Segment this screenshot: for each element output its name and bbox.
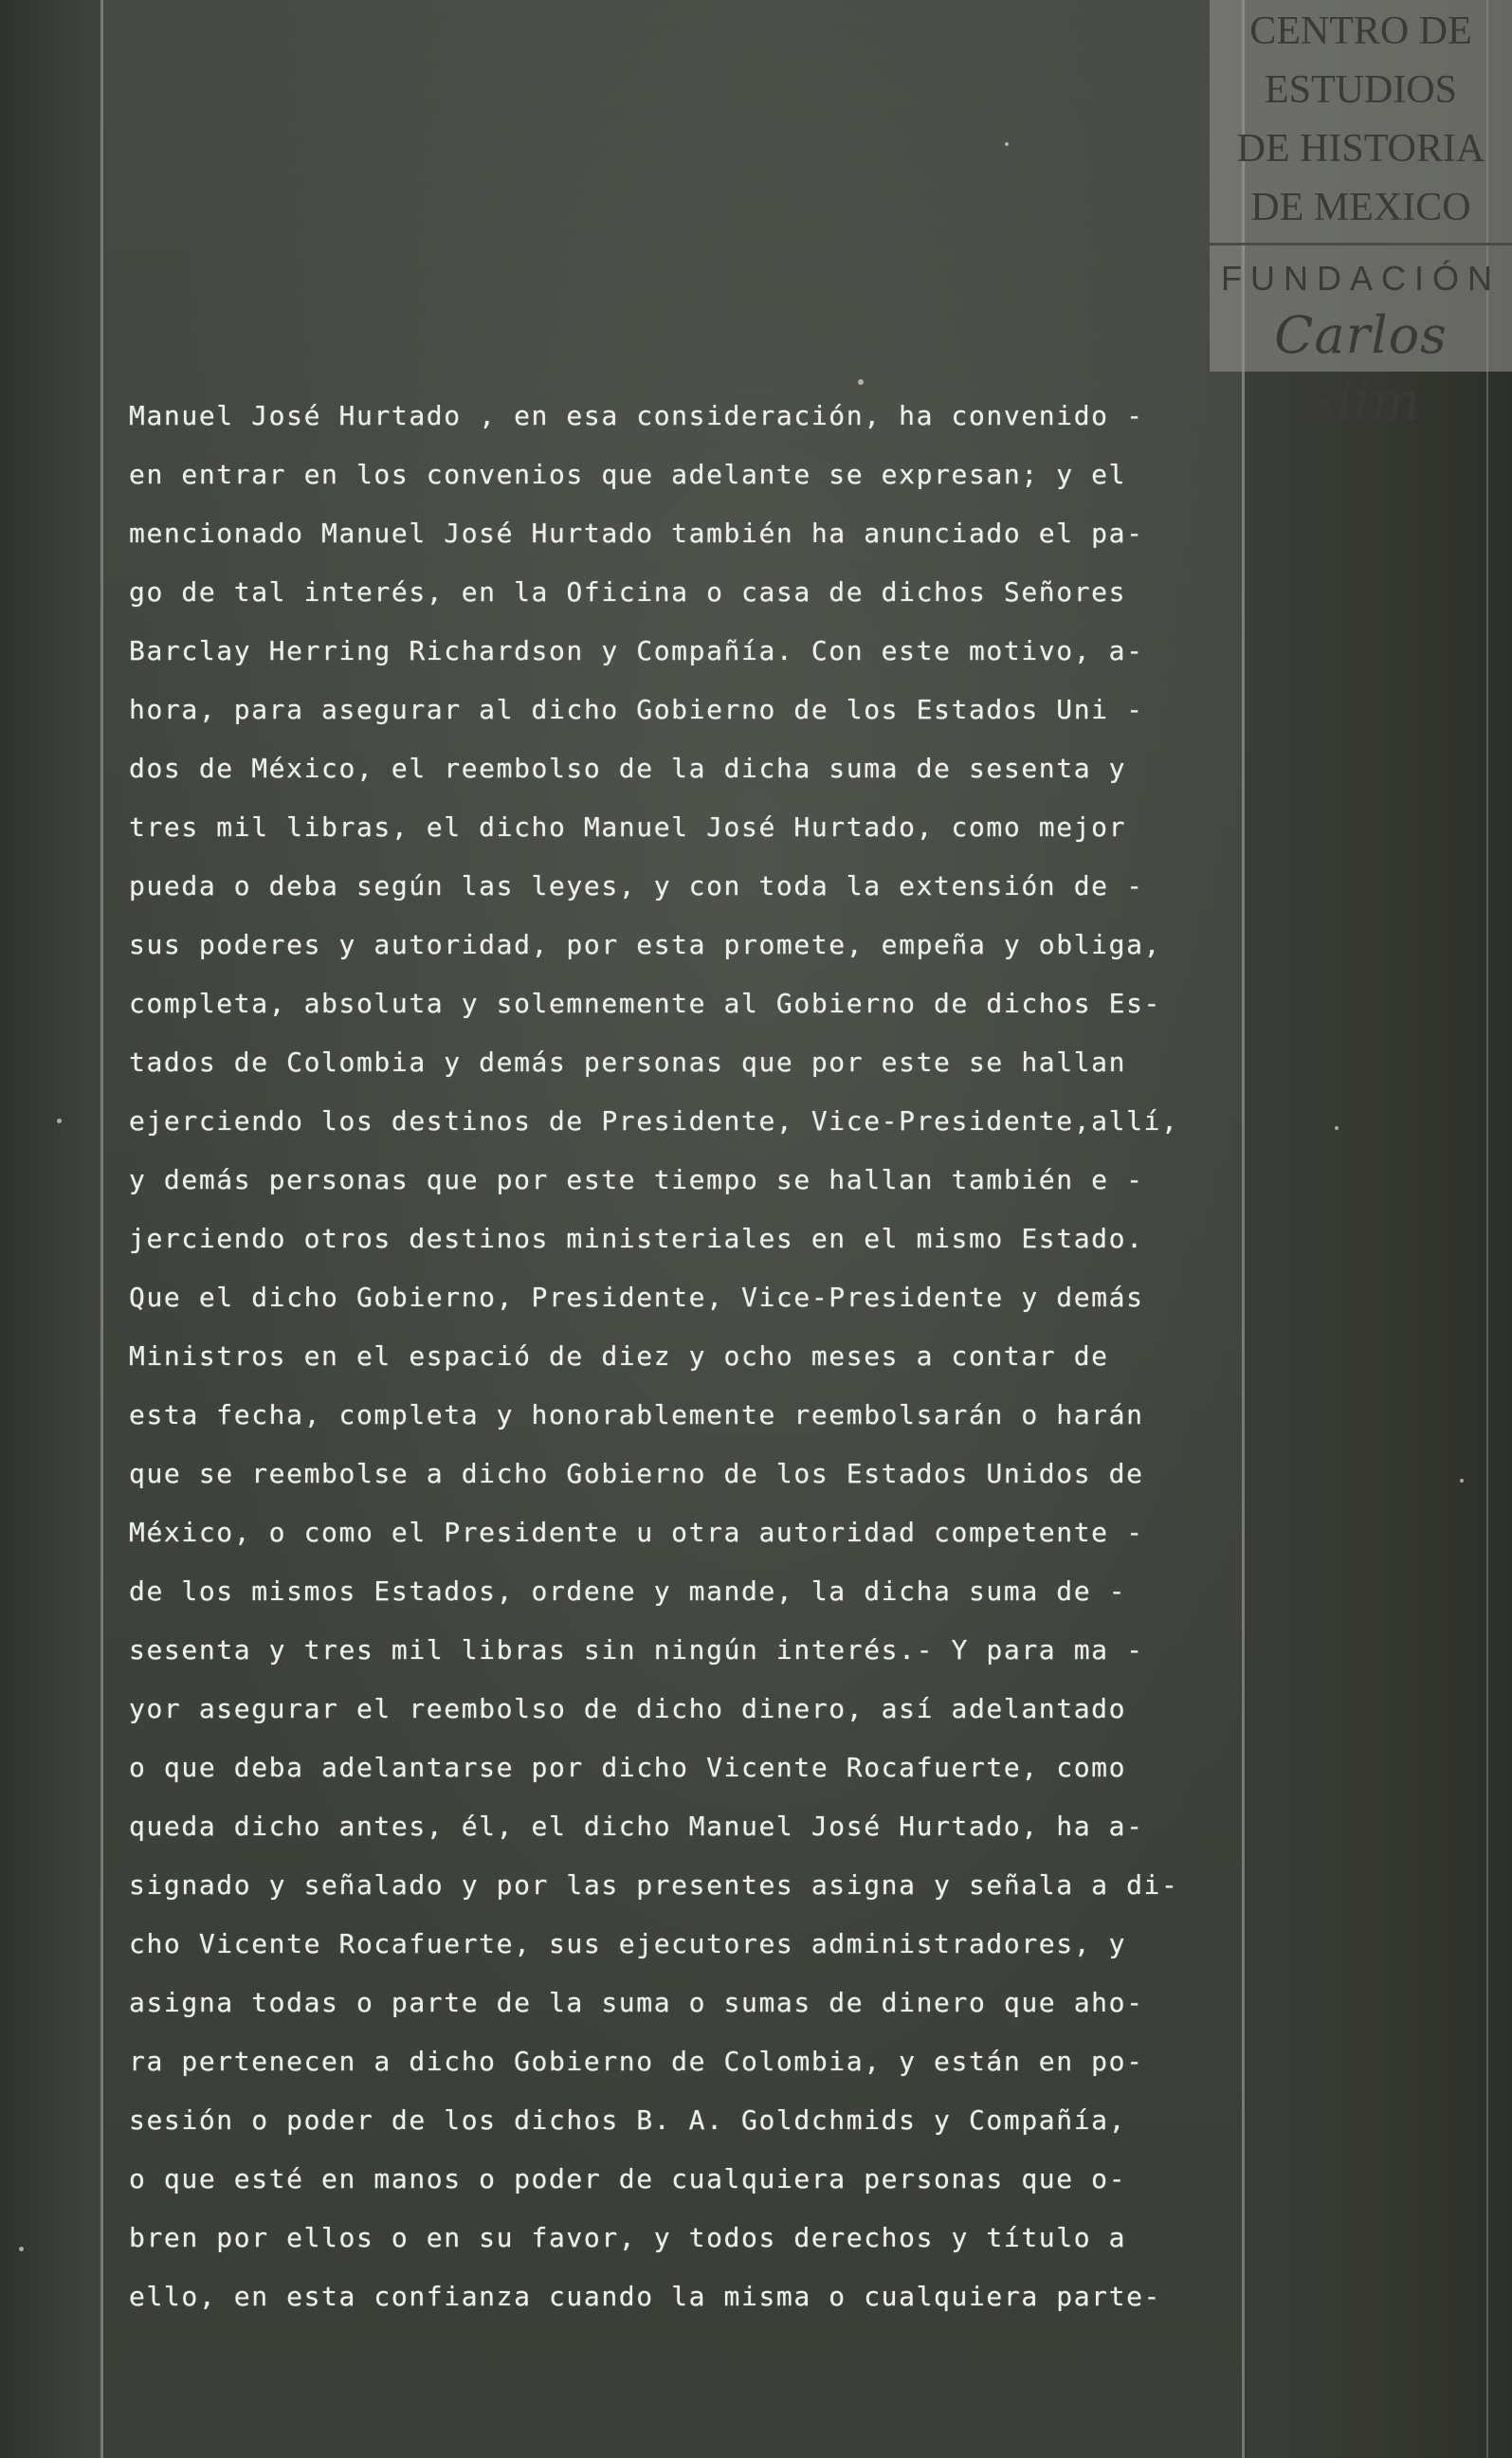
text-line: hora, para asegurar al dicho Gobierno de los Estados Uni - [129, 694, 1144, 725]
text-line: mencionado Manuel José Hurtado también ha anunciado el pa- [129, 518, 1144, 549]
text-line: dos de México, el reembolso de la dicha suma de sesenta y [129, 753, 1127, 784]
text-line: México, o como el Presidente u otra autoridad competente - [129, 1517, 1144, 1548]
text-line: o que deba adelantarse por dicho Vicente Rocafuerte, como [129, 1752, 1127, 1783]
text-line: esta fecha, completa y honorablemente reembolsarán o harán [129, 1399, 1144, 1430]
text-line: de los mismos Estados, ordene y mande, la dicha suma de - [129, 1575, 1127, 1607]
text-line: sesión o poder de los dichos B. A. Goldchmids y Compañía, [129, 2104, 1127, 2136]
text-line: Barclay Herring Richardson y Compañía. Con este motivo, a- [129, 635, 1144, 666]
dust-speck [1005, 142, 1009, 146]
dust-speck [19, 2247, 24, 2251]
text-line: yor asegurar el reembolso de dicho dinero, así adelantado [129, 1693, 1127, 1724]
stamp-line-3: DE HISTORIA [1236, 127, 1485, 171]
text-line: pueda o deba según las leyes, y con toda la extensión de - [129, 870, 1144, 901]
text-line: asigna todas o parte de la suma o sumas de dinero que aho- [129, 1987, 1144, 2018]
text-line: ejerciendo los destinos de Presidente, Vice-Presidente,allí, [129, 1105, 1179, 1137]
text-line: queda dicho antes, él, el dicho Manuel José Hurtado, ha a- [129, 1811, 1144, 1842]
stamp-line-1: CENTRO DE [1249, 9, 1472, 53]
dust-speck [1335, 1126, 1339, 1130]
text-line: sus poderes y autoridad, por esta promete, empeña y obliga, [129, 929, 1161, 960]
stamp-signature: Carlos Slim [1274, 305, 1448, 431]
typed-text-block [129, 387, 1252, 2326]
text-line: Que el dicho Gobierno, Presidente, Vice-Presidente y demás [129, 1282, 1144, 1313]
text-line: completa, absoluta y solemnemente al Gobierno de dichos Es- [129, 988, 1161, 1019]
stamp-line-2: ESTUDIOS [1264, 68, 1457, 112]
text-line: tres mil libras, el dicho Manuel José Hurtado, como mejor [129, 811, 1127, 843]
text-line: o que esté en manos o poder de cualquiera personas que o- [129, 2163, 1127, 2194]
text-line: signado y señalado y por las presentes asigna y señala a di- [129, 1869, 1179, 1901]
text-line: bren por ellos o en su favor, y todos derechos y título a [129, 2222, 1127, 2253]
binding-strip [0, 0, 102, 2458]
text-line: en entrar en los convenios que adelante se expresan; y el [129, 459, 1127, 490]
text-line: go de tal interés, en la Oficina o casa de dichos Señores [129, 576, 1127, 608]
text-line: jerciendo otros destinos ministeriales en el mismo Estado. [129, 1223, 1144, 1254]
text-line: Manuel José Hurtado , en esa consideración, ha convenido - [129, 400, 1144, 431]
text-line: tados de Colombia y demás personas que por este se hallan [129, 1047, 1127, 1078]
dust-speck [1460, 1479, 1464, 1483]
text-line: ra pertenecen a dicho Gobierno de Colombia, y están en po- [129, 2046, 1144, 2077]
text-line: que se reembolse a dicho Gobierno de los Estados Unidos de [129, 1458, 1144, 1489]
text-line: Ministros en el espació de diez y ocho meses a contar de [129, 1340, 1109, 1372]
text-line: cho Vicente Rocafuerte, sus ejecutores administradores, y [129, 1928, 1127, 1959]
stamp-org: FUNDACIÓN [1221, 259, 1501, 298]
stamp-line-4: DE MEXICO [1250, 186, 1471, 229]
stamp-divider [1210, 243, 1512, 246]
dust-speck [57, 1119, 62, 1123]
dust-speck [858, 379, 864, 385]
left-margin-rule [100, 0, 103, 2458]
text-line: ello, en esta confianza cuando la misma o cualquiera parte- [129, 2281, 1161, 2312]
archive-stamp [1210, 0, 1512, 431]
text-line: sesenta y tres mil libras sin ningún interés.- Y para ma - [129, 1634, 1144, 1666]
text-line: y demás personas que por este tiempo se hallan también e - [129, 1164, 1144, 1195]
